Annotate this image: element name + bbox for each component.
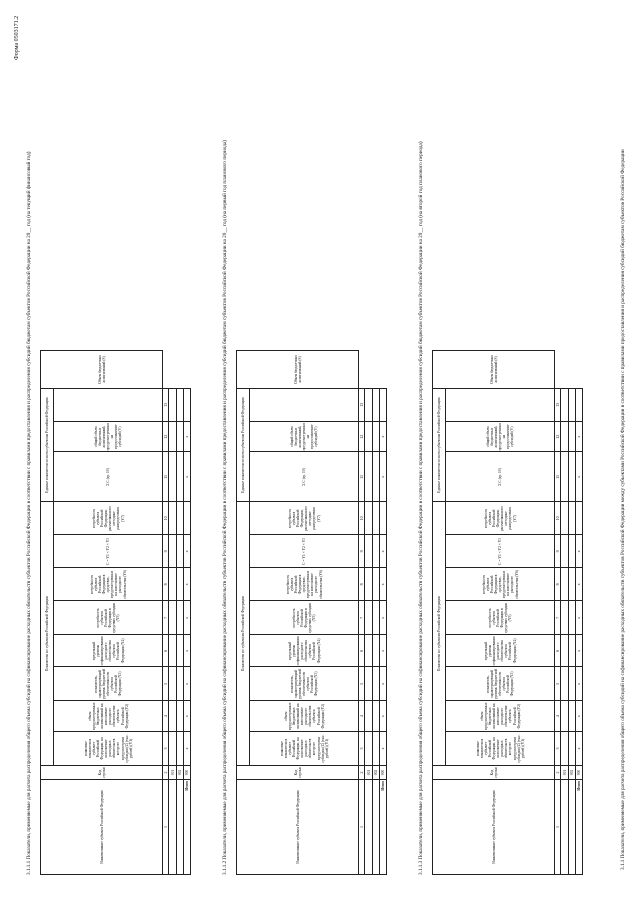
total-cell: x <box>575 568 582 601</box>
table-cell <box>169 635 176 667</box>
total-cell <box>183 388 190 421</box>
cell-subject-name <box>568 780 575 875</box>
header-col-3: плановые показатели в субъекте Российской Федерации, на исполнение расходных обязательств которого предусмотрена субсидия (Z) (тыс. рублей) (Y1) <box>446 732 555 766</box>
cell-subject-name <box>169 780 176 875</box>
total-cell: x <box>183 535 190 568</box>
column-number: 6 <box>163 635 169 667</box>
table-cell <box>169 701 176 732</box>
header-col-13: Объем бюджетных ассигнований (S) <box>433 350 555 388</box>
column-number: 10 <box>163 502 169 535</box>
table-cell <box>176 601 183 635</box>
total-line-code: 900 <box>183 766 190 780</box>
table-cell <box>169 502 176 535</box>
table-cell <box>365 601 372 635</box>
table-cell <box>365 732 372 766</box>
table-cell <box>372 502 379 535</box>
total-cell <box>379 502 386 535</box>
header-col-9: С = Y1 × Y2 × Y3 <box>54 535 163 568</box>
header-col-10: потребность субъекта Российской Федерации, рассчитанная по методике распределения (Y7) <box>446 502 555 535</box>
table-cell <box>561 701 568 732</box>
table-cell <box>169 601 176 635</box>
column-number: 3 <box>359 732 365 766</box>
table-cell <box>372 601 379 635</box>
cell-line-code: 002 <box>176 766 183 780</box>
header-col-9: С = Y1 × Y2 × Y3 <box>446 535 555 568</box>
table-cell <box>561 388 568 421</box>
column-number: 11 <box>555 452 561 502</box>
column-number: 2 <box>163 766 169 780</box>
table-cell <box>561 452 568 502</box>
column-number: 13 <box>359 388 365 421</box>
header-col-11: Σ С (гр. 10) <box>446 452 555 502</box>
column-number: 2 <box>555 766 561 780</box>
table-cell <box>568 388 575 421</box>
table-cell <box>176 568 183 601</box>
total-cell: x <box>183 732 190 766</box>
total-cell: x <box>575 601 582 635</box>
header-col-13: Объем бюджетных ассигнований (S) <box>237 350 359 388</box>
header-col-10: потребность субъекта Российской Федерации, рассчитанная по методике распределения (Y7) <box>54 502 163 535</box>
column-number: 11 <box>163 452 169 502</box>
section-title: 3.1.1.2 Показатели, применяемые для расчета распределения общего объема субсидий на софинансирование расходных обязательств субъектов Российской Федерации в соответствии с правилами предоставления и распределения субсидий бюджетам субъектов Российской Федерации на 20__ год (на первый год планового периода) <box>222 140 228 875</box>
column-number: 8 <box>163 568 169 601</box>
table-cell <box>176 535 183 568</box>
column-number: 9 <box>555 535 561 568</box>
table-cell <box>365 421 372 452</box>
total-cell: x <box>183 667 190 701</box>
table-cell <box>568 701 575 732</box>
header-group-subject: Показатели по субъектам Российской Федерации <box>433 502 446 766</box>
table-cell <box>176 667 183 701</box>
total-cell: x <box>183 452 190 502</box>
cell-line-code: 001 <box>169 766 176 780</box>
header-col-3: плановые показатели в субъекте Российской Федерации, на исполнение расходных обязательств которого предусмотрена субсидия (Z) (тыс. рублей) (Y1) <box>250 732 359 766</box>
column-number: 8 <box>555 568 561 601</box>
table-row <box>561 350 568 874</box>
indicator-table <box>432 350 583 875</box>
header-col-11: Σ С (гр. 10) <box>54 452 163 502</box>
table-cell <box>169 452 176 502</box>
table-cell <box>561 601 568 635</box>
table-cell <box>561 421 568 452</box>
column-number: 4 <box>555 701 561 732</box>
table-cell <box>365 535 372 568</box>
total-cell: x <box>183 421 190 452</box>
header-col-13: Объем бюджетных ассигнований (S) <box>41 350 163 388</box>
total-cell: x <box>183 701 190 732</box>
column-number: 4 <box>163 701 169 732</box>
header-col-8: потребность субъекта Российской Федерации в средствах, предусмотренных на исполнение расходного обязательства (Y6) <box>250 568 359 601</box>
table-cell <box>169 732 176 766</box>
table-cell <box>176 388 183 421</box>
cell-line-code: 002 <box>568 766 575 780</box>
table-cell <box>365 568 372 601</box>
table-cell <box>568 568 575 601</box>
column-number: 6 <box>359 635 365 667</box>
table-cell <box>568 421 575 452</box>
table-cell <box>561 568 568 601</box>
column-number: 13 <box>163 388 169 421</box>
header-col-12: общий объем бюджетных ассигнований, предусмотренных на предоставление субсидий (V) <box>446 421 555 452</box>
table-cell <box>365 635 372 667</box>
total-cell: x <box>379 701 386 732</box>
table-cell <box>176 452 183 502</box>
table-cell <box>561 502 568 535</box>
header-col-7: потребность субъекта Российской Федерации в средствах субсидии (Y5) <box>54 601 163 635</box>
table-cell <box>365 452 372 502</box>
table-cell <box>372 667 379 701</box>
total-cell: x <box>379 732 386 766</box>
table-cell <box>169 388 176 421</box>
total-cell <box>183 502 190 535</box>
header-group-total: Единые показатели по всем субъектам Российской Федерации <box>41 388 54 502</box>
header-col-5: показатель, характеризующий уровень бюджетной обеспеченности субъекта Российской Федерации (Y3) <box>250 667 359 701</box>
total-line-code: 900 <box>379 766 386 780</box>
table-row <box>176 350 183 874</box>
table-cell <box>568 667 575 701</box>
table-cell <box>561 732 568 766</box>
table-cell <box>365 388 372 421</box>
table-cell <box>365 502 372 535</box>
column-number: 13 <box>555 388 561 421</box>
table-cell <box>568 635 575 667</box>
table-cell <box>561 535 568 568</box>
total-cell: x <box>379 568 386 601</box>
column-number: 12 <box>163 421 169 452</box>
header-col-6: предельный уровень софинансирования расходного обязательства субъекта Российской Федерации (Y4) <box>250 635 359 667</box>
column-number: 7 <box>555 601 561 635</box>
column-number: 5 <box>163 667 169 701</box>
table-cell <box>568 601 575 635</box>
total-cell: x <box>379 635 386 667</box>
form-code: Форма 0503171.2 <box>14 15 20 60</box>
total-cell: x <box>379 452 386 502</box>
table-cell <box>372 388 379 421</box>
column-number: 10 <box>359 502 365 535</box>
table-cell <box>169 421 176 452</box>
total-label: Итого <box>183 780 190 875</box>
column-number: 4 <box>359 701 365 732</box>
table-cell <box>372 732 379 766</box>
header-col-3: плановые показатели в субъекте Российской Федерации, на исполнение расходных обязательств которого предусмотрена субсидия (Z) (тыс. рублей) (Y1) <box>54 732 163 766</box>
column-number: 12 <box>359 421 365 452</box>
table-cell <box>372 635 379 667</box>
table-cell <box>176 502 183 535</box>
total-cell: x <box>575 635 582 667</box>
column-number: 1 <box>555 780 561 875</box>
table-cell <box>568 452 575 502</box>
column-number: 11 <box>359 452 365 502</box>
total-cell: x <box>183 601 190 635</box>
total-cell: x <box>379 667 386 701</box>
table-cell <box>372 701 379 732</box>
cell-line-code: 002 <box>372 766 379 780</box>
header-group-subject: Показатели по субъектам Российской Федерации <box>237 502 250 766</box>
header-col-4: объем предусмотренных бюджетных ассигнований на исполнение расходного обязательства субъекта Российской Федерации (Y2) <box>250 701 359 732</box>
table-cell <box>568 535 575 568</box>
total-row <box>379 350 386 874</box>
column-number: 1 <box>163 780 169 875</box>
section-title: 3.1.1.1 Показатели, применяемые для расчета распределения общего объема субсидий на софинансирование расходных обязательств субъектов Российской Федерации в соответствии с правилами предоставления и распределения субсидий бюджетам субъектов Российской Федерации на 20__ год (на текущий финансовый год) <box>26 151 32 875</box>
table-cell <box>176 421 183 452</box>
header-line-code: Код строки <box>433 766 555 780</box>
total-cell: x <box>575 452 582 502</box>
header-group-subject: Показатели по субъектам Российской Федерации <box>41 502 54 766</box>
table-row <box>365 350 372 874</box>
table-cell <box>372 535 379 568</box>
column-number: 8 <box>359 568 365 601</box>
column-number: 3 <box>163 732 169 766</box>
header-col-5: показатель, характеризующий уровень бюджетной обеспеченности субъекта Российской Федерации (Y3) <box>54 667 163 701</box>
total-cell: x <box>379 601 386 635</box>
table-cell <box>176 732 183 766</box>
cell-subject-name <box>561 780 568 875</box>
column-number: 2 <box>359 766 365 780</box>
cell-subject-name <box>365 780 372 875</box>
table-cell <box>176 701 183 732</box>
header-col-6: предельный уровень софинансирования расходного обязательства субъекта Российской Федерации (Y4) <box>54 635 163 667</box>
table-cell <box>561 635 568 667</box>
total-cell: x <box>379 535 386 568</box>
column-number: 5 <box>359 667 365 701</box>
total-cell <box>575 388 582 421</box>
header-col-12: общий объем бюджетных ассигнований, предусмотренных на предоставление субсидий (V) <box>250 421 359 452</box>
column-number: 10 <box>555 502 561 535</box>
column-number: 1 <box>359 780 365 875</box>
header-subject-name: Наименование субъекта Российской Федерации <box>433 780 555 875</box>
table-cell <box>169 535 176 568</box>
header-group-total: Единые показатели по всем субъектам Российской Федерации <box>433 388 446 502</box>
total-cell: x <box>575 421 582 452</box>
table-row <box>372 350 379 874</box>
cell-subject-name <box>176 780 183 875</box>
table-row <box>169 350 176 874</box>
column-number: 7 <box>163 601 169 635</box>
header-col-9: С = Y1 × Y2 × Y3 <box>250 535 359 568</box>
header-col-7: потребность субъекта Российской Федерации в средствах субсидии (Y5) <box>250 601 359 635</box>
header-col-10: потребность субъекта Российской Федерации, рассчитанная по методике распределения (Y7) <box>250 502 359 535</box>
total-cell: x <box>575 535 582 568</box>
table-cell <box>365 667 372 701</box>
table-cell <box>365 701 372 732</box>
cell-line-code: 001 <box>561 766 568 780</box>
column-number: 9 <box>359 535 365 568</box>
header-col-5: показатель, характеризующий уровень бюджетной обеспеченности субъекта Российской Федерации (Y3) <box>446 667 555 701</box>
total-label: Итого <box>575 780 582 875</box>
total-cell: x <box>575 701 582 732</box>
table-row <box>568 350 575 874</box>
total-cell <box>379 388 386 421</box>
total-cell: x <box>575 732 582 766</box>
header-line-code: Код строки <box>41 766 163 780</box>
total-label: Итого <box>379 780 386 875</box>
total-cell: x <box>379 421 386 452</box>
table-cell <box>169 568 176 601</box>
total-cell <box>575 502 582 535</box>
column-number: 7 <box>359 601 365 635</box>
column-number: 12 <box>555 421 561 452</box>
header-line-code: Код строки <box>237 766 359 780</box>
header-subject-name: Наименование субъекта Российской Федерации <box>41 780 163 875</box>
table-cell <box>372 452 379 502</box>
table-cell <box>561 667 568 701</box>
section-title: 3.1.1.3 Показатели, применяемые для расчета распределения общего объема субсидий на софинансирование расходных обязательств субъектов Российской Федерации в соответствии с правилами предоставления и распределения субсидий бюджетам субъектов Российской Федерации на 20__ год (на второй год планового периода) <box>418 141 424 875</box>
indicator-table <box>236 350 387 875</box>
column-number: 9 <box>163 535 169 568</box>
table-cell <box>169 667 176 701</box>
table-cell <box>568 732 575 766</box>
column-number: 3 <box>555 732 561 766</box>
total-row <box>183 350 190 874</box>
total-cell: x <box>183 635 190 667</box>
total-cell: x <box>183 568 190 601</box>
column-number: 6 <box>555 635 561 667</box>
header-subject-name: Наименование субъекта Российской Федерации <box>237 780 359 875</box>
cell-subject-name <box>372 780 379 875</box>
table-cell <box>176 635 183 667</box>
header-col-12: общий объем бюджетных ассигнований, предусмотренных на предоставление субсидий (V) <box>54 421 163 452</box>
table-cell <box>372 421 379 452</box>
intro-title: 3.1.1 Показатели, применяемые для расчета распределения общего объема субсидий на софинансирование расходных обязательств субъектов Российской Федерации между субъектами Российской Федерации в соответствии с правилами предоставления и распределения субсидий бюджетам субъектов Российской Федерации <box>620 149 626 870</box>
header-col-7: потребность субъекта Российской Федерации в средствах субсидии (Y5) <box>446 601 555 635</box>
indicator-table <box>40 350 191 875</box>
header-col-4: объем предусмотренных бюджетных ассигнований на исполнение расходного обязательства субъекта Российской Федерации (Y2) <box>54 701 163 732</box>
header-group-total: Единые показатели по всем субъектам Российской Федерации <box>237 388 250 502</box>
column-number: 5 <box>555 667 561 701</box>
header-col-8: потребность субъекта Российской Федерации в средствах, предусмотренных на исполнение расходного обязательства (Y6) <box>54 568 163 601</box>
header-col-8: потребность субъекта Российской Федерации в средствах, предусмотренных на исполнение расходного обязательства (Y6) <box>446 568 555 601</box>
total-line-code: 900 <box>575 766 582 780</box>
table-cell <box>568 502 575 535</box>
header-col-11: Σ С (гр. 10) <box>250 452 359 502</box>
total-row <box>575 350 582 874</box>
table-cell <box>372 568 379 601</box>
header-col-4: объем предусмотренных бюджетных ассигнований на исполнение расходного обязательства субъекта Российской Федерации (Y2) <box>446 701 555 732</box>
cell-line-code: 001 <box>365 766 372 780</box>
total-cell: x <box>575 667 582 701</box>
header-col-6: предельный уровень софинансирования расходного обязательства субъекта Российской Федерации (Y4) <box>446 635 555 667</box>
